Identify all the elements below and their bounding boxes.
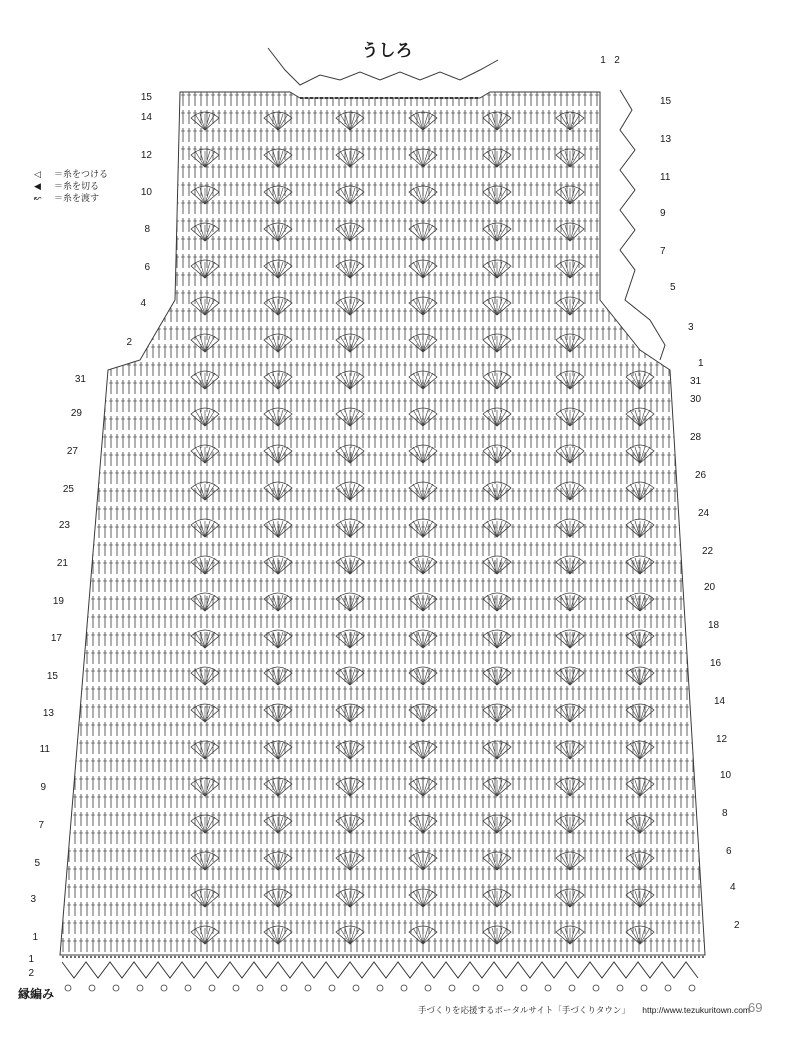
- row-label-left: 5: [34, 858, 40, 869]
- row-label-right: 31: [690, 376, 702, 387]
- filled-triangle-icon: ◀: [34, 181, 41, 191]
- picot: [689, 985, 695, 991]
- picot: [449, 985, 455, 991]
- row-label-right: 30: [690, 394, 702, 405]
- picot: [257, 985, 263, 991]
- bottom-border: [62, 957, 705, 991]
- row-label-right: 28: [690, 432, 702, 443]
- shoulder-edging: [620, 90, 665, 360]
- picot: [281, 985, 287, 991]
- picot: [353, 985, 359, 991]
- shoulder-row-label-left: 14: [140, 112, 152, 123]
- legend-item: [34, 168, 108, 180]
- picot: [233, 985, 239, 991]
- picot: [185, 985, 191, 991]
- row-label-left: 9: [40, 782, 46, 793]
- shoulder-row-label-right: 13: [660, 134, 672, 145]
- picot: [89, 985, 95, 991]
- picot: [617, 985, 623, 991]
- row-label-left: 23: [58, 520, 70, 531]
- row-label-right: 8: [722, 808, 728, 819]
- row-label-left: 11: [39, 744, 50, 755]
- shoulder-row-label-right: 9: [660, 208, 666, 219]
- picot: [209, 985, 215, 991]
- row-label-left: 7: [38, 820, 44, 831]
- row-label-left: 17: [50, 633, 62, 644]
- row-label-left: 15: [46, 671, 58, 682]
- back-body-outline: [60, 92, 705, 955]
- legend-item: [34, 192, 108, 204]
- page-number: 69: [748, 1000, 763, 1015]
- shoulder-row-label-right: 7: [660, 246, 666, 257]
- legend: [34, 168, 108, 204]
- picot: [161, 985, 167, 991]
- row-label-right: 20: [704, 582, 716, 593]
- row-label-right: 4: [730, 882, 736, 893]
- legend-text: ＝糸を渡す: [54, 193, 100, 203]
- neck-column-label: 1: [600, 55, 606, 66]
- row-label-right: 26: [695, 470, 707, 481]
- picot: [113, 985, 119, 991]
- row-label-right: 2: [734, 920, 740, 931]
- picot: [521, 985, 527, 991]
- legend-text: ＝糸をつける: [54, 169, 109, 179]
- border-row-label: 1: [28, 954, 34, 965]
- row-label-left: 21: [56, 558, 68, 569]
- row-label-left: 25: [62, 484, 74, 495]
- picot: [401, 985, 407, 991]
- picot: [425, 985, 431, 991]
- picot: [137, 985, 143, 991]
- shoulder-row-label-left: 2: [126, 337, 132, 348]
- shoulder-row-label-right: 3: [688, 322, 694, 333]
- border-label: 縁編み: [18, 987, 55, 1001]
- row-label-left: 13: [42, 708, 54, 719]
- row-label-left: 27: [66, 446, 78, 457]
- shoulder-row-label-left: 8: [144, 224, 150, 235]
- picot: [545, 985, 551, 991]
- picot: [65, 985, 71, 991]
- neck-column-label: 2: [614, 55, 620, 66]
- row-label-left: 31: [74, 374, 86, 385]
- row-label-right: 18: [708, 620, 720, 631]
- row-label-right: 12: [716, 734, 728, 745]
- row-label-right: 14: [714, 696, 726, 707]
- picot: [497, 985, 503, 991]
- row-label-right: 6: [726, 846, 732, 857]
- footer-url[interactable]: http://www.tezukuritown.com: [642, 1005, 751, 1015]
- picot: [569, 985, 575, 991]
- picot: [593, 985, 599, 991]
- border-row-label: 2: [28, 968, 34, 979]
- shoulder-row-label-right: 15: [660, 96, 672, 107]
- row-label-right: 16: [710, 658, 722, 669]
- shoulder-row-label-left: 6: [144, 262, 150, 273]
- row-label-right: 22: [702, 546, 714, 557]
- shoulder-row-label-left: 10: [140, 187, 152, 198]
- picot: [473, 985, 479, 991]
- open-triangle-icon: ◁: [34, 169, 41, 179]
- shoulder-row-label-right: 5: [670, 282, 676, 293]
- footer-text: 手づくりを応援するポータルサイト「手づくりタウン」: [418, 1005, 630, 1015]
- curved-arrow-icon: ↜: [34, 193, 42, 203]
- picot: [305, 985, 311, 991]
- shoulder-row-label-right: 1: [698, 358, 704, 369]
- legend-item: [34, 180, 108, 192]
- row-label-left: 29: [70, 408, 82, 419]
- picot: [377, 985, 383, 991]
- picot: [665, 985, 671, 991]
- shoulder-row-label-right: 11: [660, 172, 671, 183]
- row-label-right: 10: [720, 770, 732, 781]
- row-label-left: 1: [32, 932, 38, 943]
- picot: [641, 985, 647, 991]
- shoulder-row-label-left: 15: [140, 92, 152, 103]
- footer: [418, 1004, 750, 1016]
- legend-text: ＝糸を切る: [54, 181, 100, 191]
- shoulder-row-label-left: 12: [140, 150, 152, 161]
- shoulder-row-label-left: 4: [140, 298, 146, 309]
- row-label-right: 24: [698, 508, 710, 519]
- row-label-left: 19: [52, 596, 64, 607]
- chart-title: うしろ: [361, 41, 413, 60]
- picot: [329, 985, 335, 991]
- row-label-left: 3: [30, 894, 36, 905]
